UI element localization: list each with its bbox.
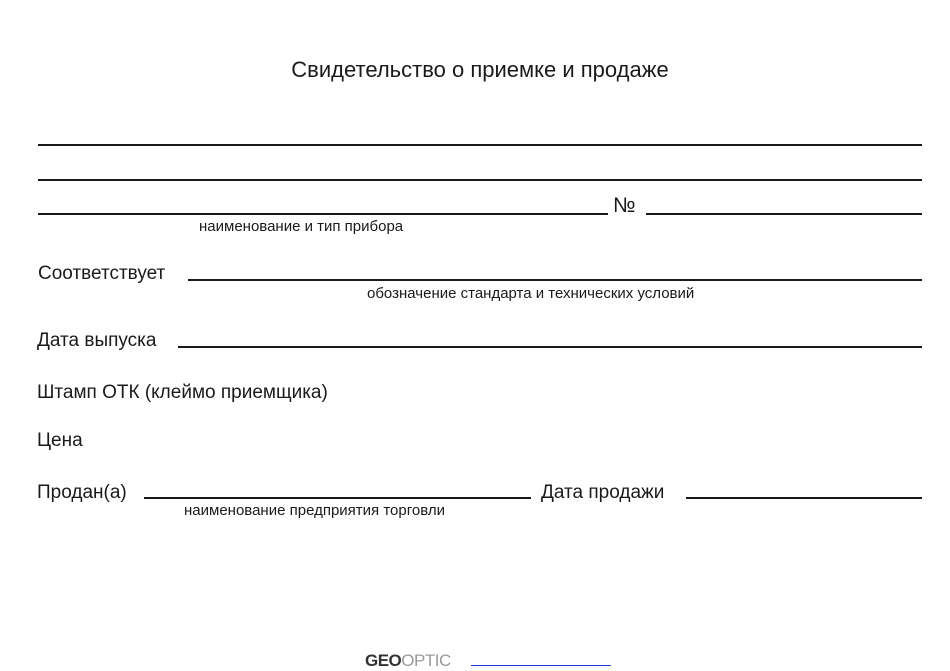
release-date-line[interactable]: [178, 346, 922, 348]
logo-geo-text: GEO: [365, 651, 402, 670]
sold-label: Продан(а): [37, 482, 127, 503]
conformity-line[interactable]: [188, 279, 922, 281]
conformity-label: Соответствует: [38, 263, 166, 284]
serial-number-sign: №: [613, 194, 636, 217]
release-date-label: Дата выпуска: [37, 330, 157, 351]
logo-optic-text: OPTIC: [401, 651, 451, 670]
device-name-line-3[interactable]: [38, 213, 608, 215]
device-name-caption: наименование и тип прибора: [199, 218, 404, 235]
seller-caption: наименование предприятия торговли: [184, 502, 445, 519]
price-label: Цена: [37, 430, 83, 451]
footer-link-underline[interactable]: [471, 665, 611, 666]
sale-date-label: Дата продажи: [541, 482, 665, 503]
stamp-label: Штамп ОТК (клеймо приемщика): [37, 382, 328, 403]
document-title: Свидетельство о приемке и продаже: [291, 57, 669, 82]
seller-line[interactable]: [144, 497, 531, 499]
device-name-line-1[interactable]: [38, 144, 922, 146]
serial-number-line[interactable]: [646, 213, 922, 215]
sale-date-line[interactable]: [686, 497, 922, 499]
geooptic-logo: [365, 651, 451, 671]
device-name-line-2[interactable]: [38, 179, 922, 181]
conformity-caption: обозначение стандарта и технических условий: [367, 285, 695, 302]
